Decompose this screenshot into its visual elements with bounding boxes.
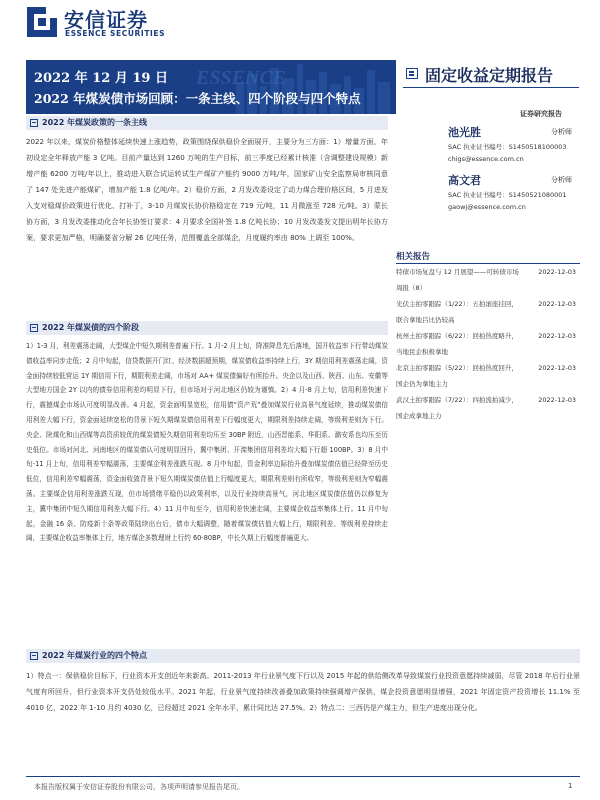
- report-type: [403, 62, 579, 88]
- related-report-item[interactable]: [396, 296, 580, 328]
- research-label: 证券研究报告: [520, 110, 562, 118]
- report-type-label: 固定收益定期报告: [425, 66, 554, 85]
- related-report-item[interactable]: [396, 264, 580, 296]
- analyst-card: [396, 124, 580, 174]
- section-title: 2022 年煤炭债的四个阶段: [42, 323, 140, 332]
- related-reports: [396, 248, 580, 424]
- analyst-name: 高文君: [448, 174, 481, 187]
- related-report-title: 光伏主拍零跟踪（1/22）：五拍滚座挂回，联合拿地吕比仍较高: [396, 300, 518, 324]
- analyst-role: 分析师: [551, 176, 572, 184]
- analyst-role: 分析师: [551, 128, 572, 136]
- analyst-card: [396, 172, 580, 222]
- report-header: [0, 0, 600, 58]
- analyst-sac: SAC 执业证书编号：S1450521080001: [448, 191, 567, 199]
- title-banner: [26, 60, 396, 114]
- related-report-title: 北京主拍零跟踪（5/22）：回拍热度回升，国企仍为拿地主力: [396, 364, 518, 388]
- related-report-date: 2022-12-03: [538, 364, 576, 372]
- related-report-title: 武汉土拍零跟踪（7/22）：四拍流拍减少，国企成拿地主力: [396, 396, 518, 420]
- related-reports-heading: 相关报告: [396, 248, 580, 264]
- section-title: 2022 年煤炭政策的一条主线: [42, 118, 148, 127]
- brand-name-en: ESSENCE SECURITIES: [65, 29, 166, 38]
- footer-disclaimer: 本报告版权属于安信证券股份有限公司，各项声明请参见报告尾页。: [34, 783, 244, 791]
- section-icon: [30, 652, 38, 660]
- related-report-date: 2022-12-03: [538, 268, 576, 276]
- section-heading: [26, 321, 388, 335]
- footer-divider: [26, 776, 580, 777]
- analyst-email[interactable]: chigs@essence.com.cn: [448, 155, 524, 163]
- essence-logo-icon: [26, 6, 58, 38]
- related-report-title: 特债市场复盘与 12 月展望——可转债市场周报（8）: [396, 268, 519, 292]
- related-report-item[interactable]: [396, 360, 580, 392]
- section-paragraph: 1）1-3 月，利差震荡走阔，大型煤企中短久期利差普遍下行。1 月-2 月上旬，降准降息先后落地，国开收益率下行带动煤炭债收益率同步走低；2 月中旬起，信贷数据开门红、经济数据超预期，煤炭债收益率持续上行，3Y 期信用利差震荡走阔，资金面持续较低营运 1Y 期信用下行，期限利差走阔，市场对 AA+ 煤炭债偏好有所抬升。央企以及山西、陕西、山东、安徽等大型地方国企 2Y 以内的债券信用利差均明显下行，但市场对于河北地区仍较为谨慎。2）4 月-8 月上旬，信用利差快速下行，震撼煤企市场认可度明显改善。4 月起，资金面明显宽松，信用债“资产荒”叠加煤炭行业高景气度延续，推动煤炭债信用利差大幅下行，资金面延续宽松的背景下短久期煤炭债信用利差下行幅度更大，期限利差持续走阔，等级利差则为下行。央企、陕煤化和山西煤等高资质较优的煤炭债短久期信用利差均压至 30BP 附近，山西晋能系、华阳系、潞安系也均压至历史低位。市场对河北、河南地区的煤炭债认可度明显回升，冀中集团、开滦集团信用利差均大幅下行超 100BP。3）8 月中旬-11 月上旬，信用利差窄幅震荡，主要煤企利差涨跌互现。8 月中旬起，资金利率边际抬升叠加煤炭债估值已经降至历史低位，信用利差窄幅震荡，资金面收敛背景下短久期煤炭债估值上行幅度更大，期限利差则有所收窄，等级利差则为窄幅震荡。主要煤企信用利差涨跌互现，但市场情绪平稳仍以政策利率，以及行业持续高景气，河北地区煤炭债估值仍以修复为主，冀中集团中短久期信用利差大幅下行。4）11 月中旬至今，信用利差快速走阔，主要煤企收益率集体上行。11 月中旬起，金融 16 条、防疫新十条等政策陆续出台后，债市大幅调整，随着煤炭债估值大幅上行，期限利差、等级利差持续走阔，主要煤企收益率集体上行，地方煤企多数理财上行约 60-80BP，中长久期上行幅度普遍更大。: [26, 342, 388, 543]
- report-type-icon: [406, 68, 418, 79]
- section-title: 2022 年煤炭行业的四个特点: [42, 651, 148, 660]
- related-report-item[interactable]: [396, 328, 580, 360]
- section-paragraph: 1）特点一：保供稳价目标下，行业资本开支创近年来新高。2011-2013 年行业景气度下行以及 2015 年起的供给侧改革导致煤炭行业投资意愿持续减弱，尽管 2018 年后行业景气度有所回升，但行业资本开支仍处较低水平。2021 年起，行业景气度持续改善叠加政策持续强调增产保供，煤企投资意愿明显增强，2021 年固定资产投资增长 11.1% 至 4010 亿，2022 年 1-10 月约 4030 亿，已经超过 2021 全年水平，累计同比达 27.5%。2）特点二：三西仍是产煤主力，但生产进度出现分化。: [26, 672, 580, 712]
- section-paragraph: 2022 年以来，煤炭价格整体延续快速上涨趋势，政策围绕保供稳价全面展开，主要分为三方面：1）增量方面，年初设定全年释放产能 3 亿吨。目前产量达到 1260 万吨的生产目标，前三季度已经累计核准（含调整建设规模）新增产能 6200 万吨/年以上，推动进入联合试运转试生产煤矿产能约 9000 万吨/年，国家矿山安全监察局审核同意了 147 处先进产能煤矿，增加产能 1.8 亿吨/年。2）稳价方面，2 月发改委设定了动力煤合理价格区间，5 月进发入支对稳煤价政策进行优化、打补丁，3-10 月煤炭长协价格稳定在 719 元/吨，11 月微涨至 728 元/吨。3）蒙长协方面，3 月发改委推动化合年长协签订要求：4 月要求全国补签 1.8 亿吨长协；10 月发改委发文提出明年长协方案，要求更加严格，明确要省分解 26 亿吨任务，范围覆盖全部煤企，月度履约率由 80% 上调至 100%。: [26, 137, 388, 242]
- section-heading: [26, 649, 580, 663]
- report-date: 2022 年 12 月 19 日: [34, 71, 168, 86]
- page-number: 1: [568, 782, 573, 790]
- related-report-date: 2022-12-03: [538, 396, 576, 404]
- section-icon: [30, 119, 38, 127]
- related-report-date: 2022-12-03: [538, 332, 576, 340]
- related-report-title: 杭州土拍零跟踪（6/22）：回拍热度略升，当地民企积极拿地: [396, 332, 518, 356]
- analyst-sac: SAC 执业证书编号：S1450518100003: [448, 143, 567, 151]
- banner-watermark: ESSENCE: [196, 67, 287, 89]
- analyst-email[interactable]: gaowj@essence.com.cn: [448, 203, 526, 211]
- section-icon: [30, 324, 38, 332]
- brand-name-cn: 安信证券: [64, 8, 148, 32]
- section-heading: [26, 116, 388, 130]
- related-report-date: 2022-12-03: [538, 300, 576, 308]
- analyst-name: 池光胜: [448, 126, 481, 139]
- related-report-item[interactable]: [396, 392, 580, 424]
- report-title: 2022 年煤炭债市场回顾：一条主线、四个阶段与四个特点: [34, 91, 361, 106]
